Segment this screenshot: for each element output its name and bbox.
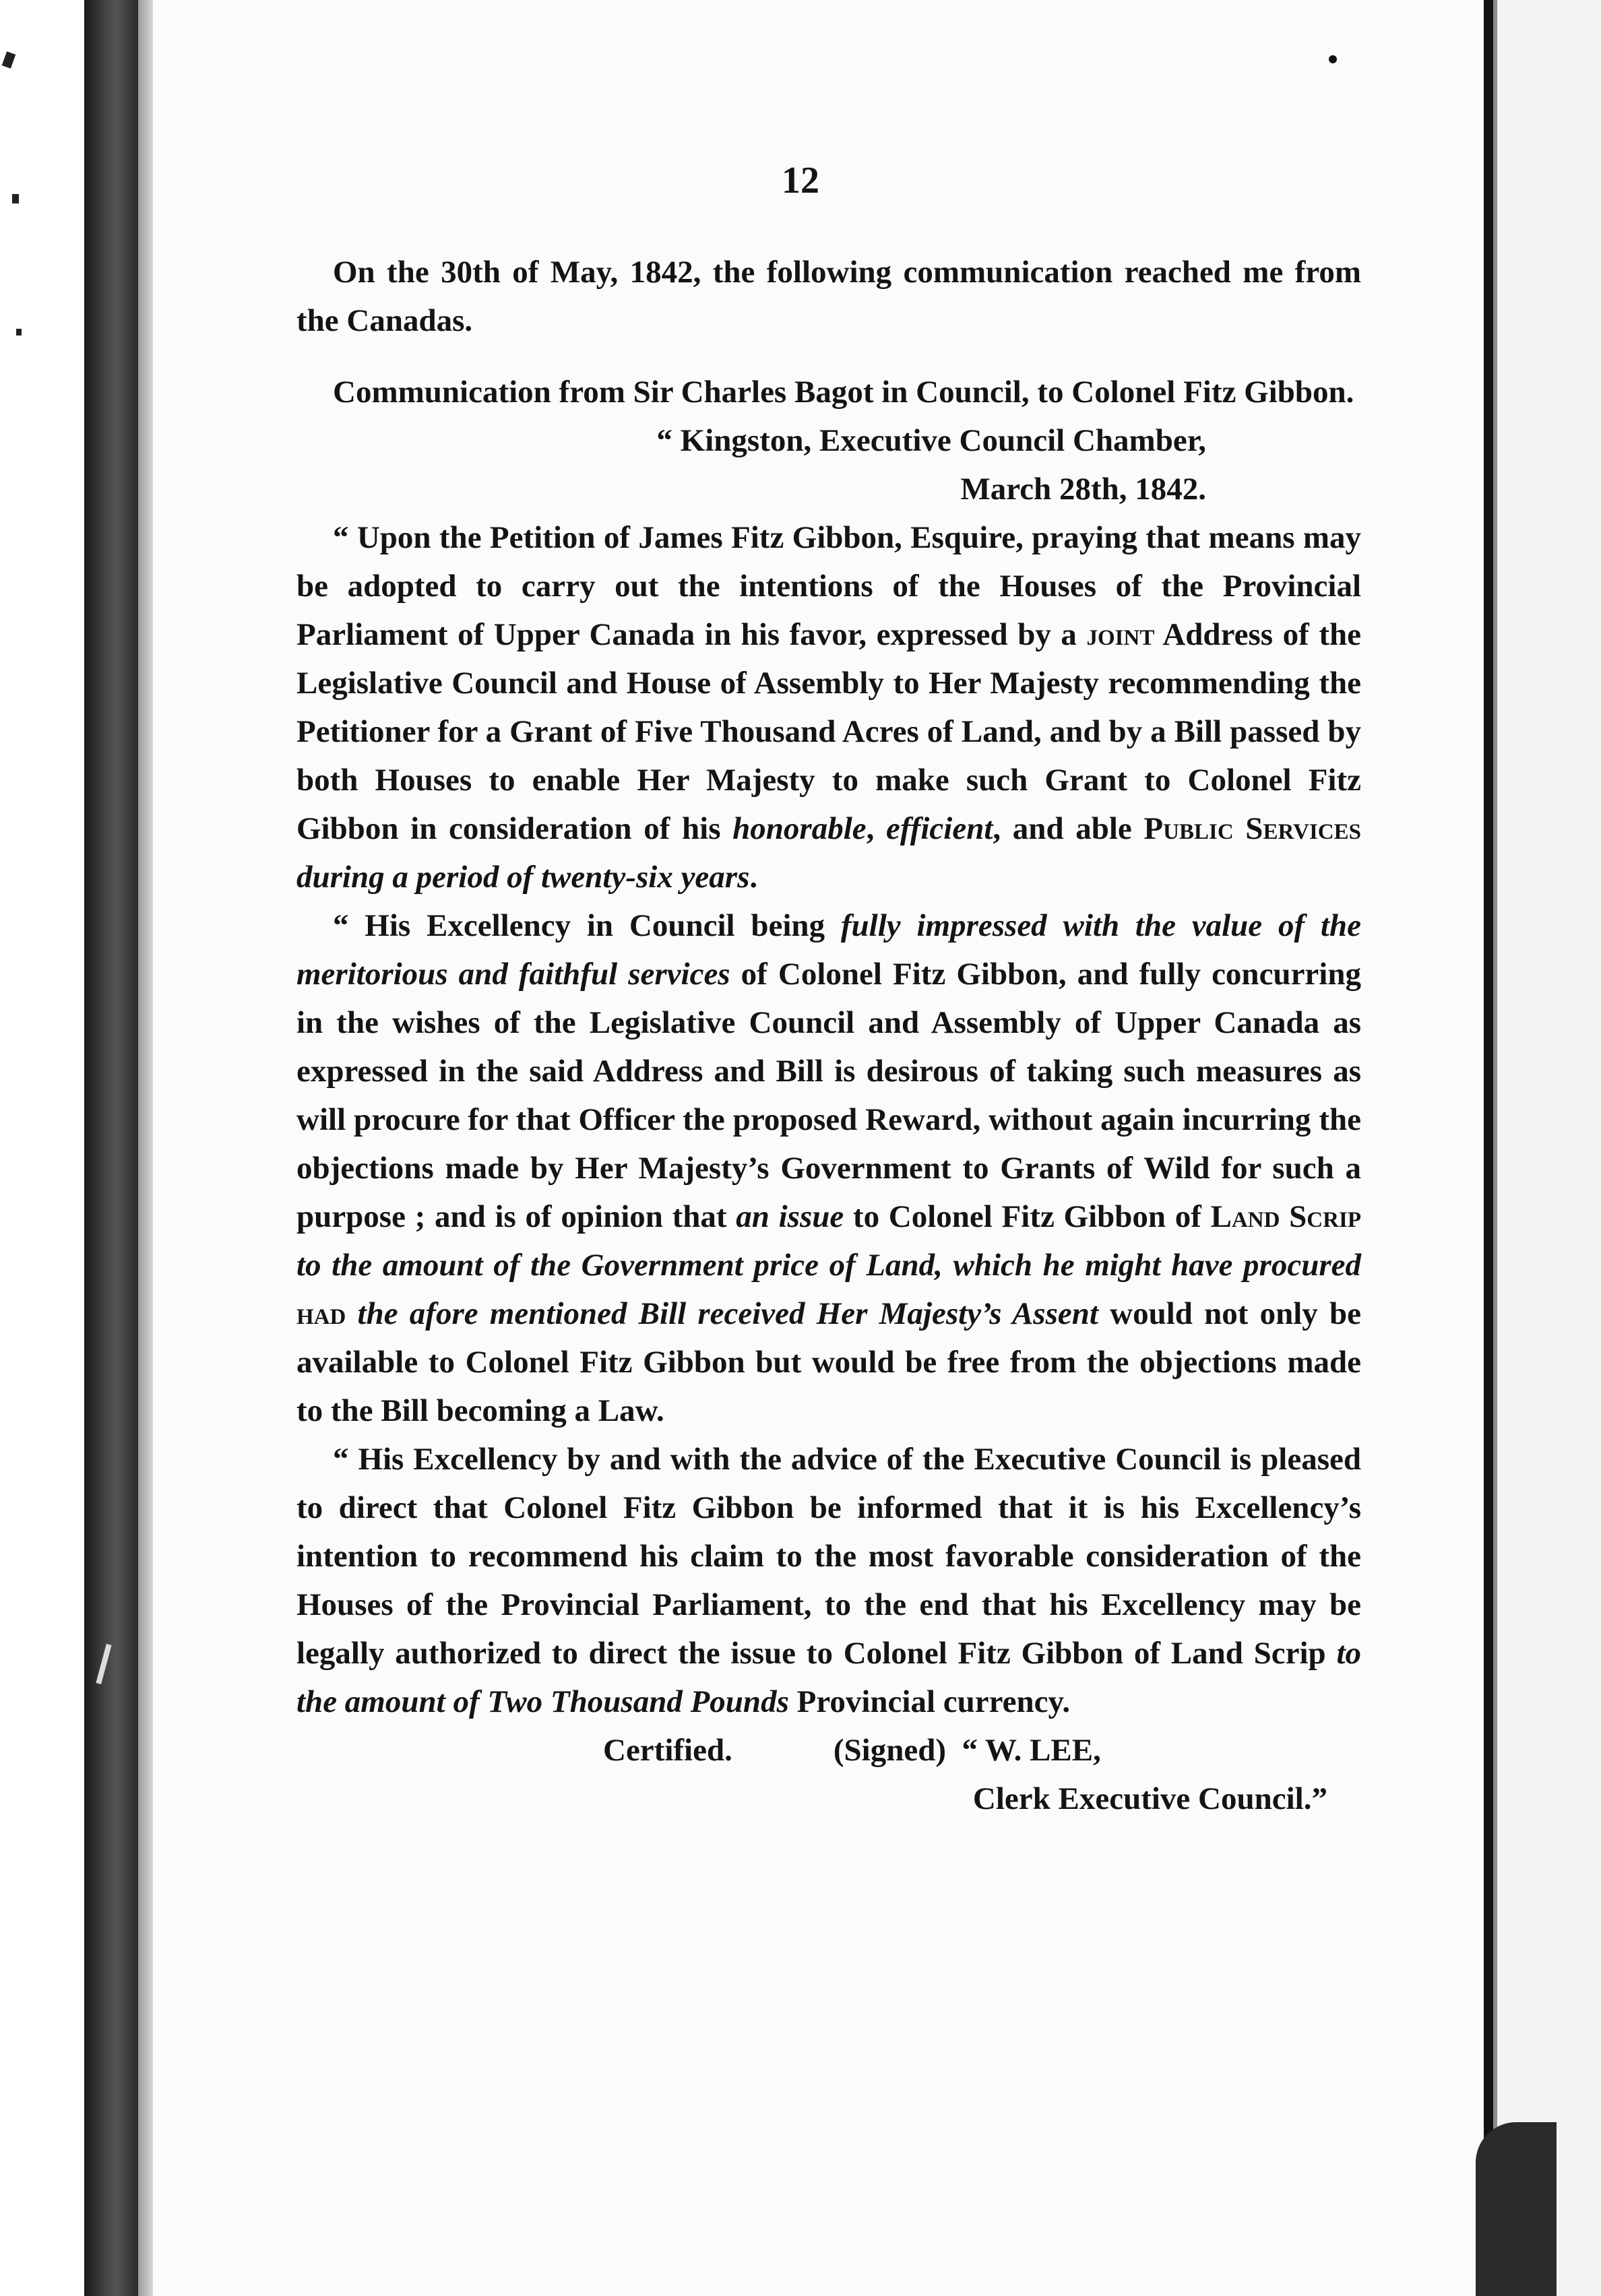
page-edge [1484,0,1493,2296]
intro-paragraph: On the 30th of May, 1842, the following communication reached me from the Canadas. [296,255,1361,338]
council-paragraph: “ His Excellency in Council being fully impressed with the value of the meritorious and faithful services of Colonel Fitz Gibbon, and fully concurring in the wishes of the Legislative Council and Assembly of Upper Canada as expressed in the said Address and Bill is desirous of taking such measures as will procure for that Officer the proposed Reward, without again incurring the objections made by Her Majesty’s Government to Grants of Wild for such a purpose ; and is of opinion that an issue to Colonel Fitz Gibbon of Land Scrip to the amount of the Government price of Land, which he might have procured had the afore mentioned Bill received Her Majesty’s Assent would not only be available to Colonel Fitz Gibbon but would be free from the objections made to the Bill becoming a Law. [296,908,1361,1428]
signatory-title: Clerk Executive Council.” [972,1781,1327,1816]
scan-margin [0,0,84,2296]
signature-line [603,1726,1361,1775]
adjacent-page [1493,0,1601,2296]
certified-label: Certified. [603,1733,732,1768]
dateline-date: March 28th, 1842. [960,472,1206,507]
signed-label: (Signed) “ W. LEE, [833,1733,1101,1768]
scan-mark [16,329,22,336]
communication-heading: Communication from Sir Charles Bagot in Council, to Colonel Fitz Gibbon. [333,375,1354,410]
advice-paragraph: “ His Excellency by and with the advice of the Executive Council is pleased to direct that Colonel Fitz Gibbon be informed that it is his Excellency’s intention to recommend his claim to the most favorable consideration of the Houses of the Provincial Parliament, to the end that his Excellency may be legally authorized to direct the issue to Colonel Fitz Gibbon of Land Scrip to the amount of Two Thousand Pounds Provincial currency. [296,1442,1361,1719]
binding-edge [138,0,153,2296]
page-corner-shadow [1476,2122,1557,2296]
book-binding [84,0,138,2296]
petition-paragraph: “ Upon the Petition of James Fitz Gibbon, Esquire, praying that means may be adopted to carry out the intentions of the Houses of the Provincial Parliament of Upper Canada in his favor, expressed by a joint Address of the Legislative Council and House of Assembly to Her Majesty recommending the Petitioner for a Grant of Five Thousand Acres of Land, and by a Bill passed by both Houses to enable Her Majesty to make such Grant to Colonel Fitz Gibbon in consideration of his honorable, efficient, and able Public Services during a period of twenty-six years. [296,520,1361,895]
page-text [296,0,1361,1823]
page-number: 12 [782,160,819,201]
dateline-place: “ Kingston, Executive Council Chamber, [656,423,1206,458]
